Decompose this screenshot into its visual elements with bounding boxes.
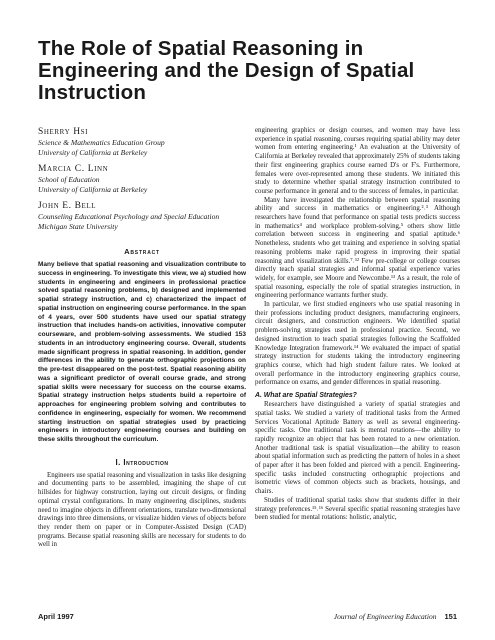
body-paragraph: Studies of traditional spatial tasks show that students differ in their strategy preferences.¹⁵˒¹⁶ Several specific spatial reasoning strategies have been studied for mental rotations: holistic, analytic, [255, 496, 460, 522]
right-column [255, 127, 460, 523]
author-affiliation: Science & Mathematics Education Group University of California at Berkeley [38, 138, 165, 157]
abstract-text: Many believe that spatial reasoning and visualization contribute to success in engineering. To investigate this view, we a) studied how students in engineering and engineers in professional practice solved spatial reasoning problems, b) designed and implemented spatial strategy instruction, and c) characterized the impact of spatial instruction on engineering course performance. In the span of 4 years, over 500 students have used our spatial strategy instruction that includes hands-on activities, innovative computer courseware, and problem-solving assessments. We studied 153 students in an introductory engineering course. Overall, students made significant progress in spatial reasoning. In addition, gender differences in the ability to generate orthographic projections on the pre-test disappeared on the post-test. Spatial reasoning ability was a significant predictor of overall course grade, and strong spatial skills were necessary for success on the course exams. Spatial strategy instruction helps students build a repertoire of approaches for engineering problem solving and contributes to confidence in engineering, especially for women. We recommend starting instruction on spatial strategies used by practicing engineers in introductory engineering courses and building on these skills throughout the curriculum. [38, 261, 246, 443]
author-block [38, 201, 246, 231]
author-name: Marcia C. Linn [38, 164, 109, 174]
footer-date: April 1997 [38, 612, 74, 621]
subsection-heading: A. What are Spatial Strategies? [255, 392, 357, 400]
author-block [38, 127, 246, 157]
journal-name: Journal of Engineering Education [333, 612, 437, 621]
paper-title: The Role of Spatial Reasoning in Engineering and the Design of Spatial Instruction [38, 37, 415, 104]
body-paragraph: Many have investigated the relationship between spatial reasoning ability and success in mathematics or engineering.²˒³ Although researchers have found that performance on spatial tests predicts success in mathematics⁴ and workplace problem-solving,⁵ others show little correlation between success in engineering and spatial aptitude.⁶ Nonetheless, students who get training and experience in solving spatial reasoning problems make rapid progress in improving their spatial reasoning and visualization skills.⁷˒¹² Few pre-college or college courses directly teach spatial strategies and informal spatial experience varies widely, for example, see Moore and Newcombe.¹³ As a result, the role of spatial reasoning, especially the role of spatial strategies instruction, in engineering performance warrants further study. [255, 196, 460, 300]
author-affiliation: School of Education University of California at Berkeley [38, 175, 148, 194]
body-paragraph: Researchers have distinguished a variety of spatial strategies and spatial tasks. We studied a variety of traditional tasks from the Armed Services Vocational Aptitude Battery as well as several engineering-specific tasks. One traditional task is mental rotations—the ability to rapidly recognize an object that has been rotated to a new orientation. Another traditional task is spatial visualization—the ability to reason about spatial information such as predicting the pattern of holes in a sheet of paper after it has been folded and pierced with a pencil. Engineering-specific tasks included constructing orthographic projections and isometric views of common objects such as brackets, housings, and chairs. [255, 401, 460, 496]
page-number: 151 [444, 612, 457, 621]
left-column [38, 127, 246, 550]
footer-journal-info [300, 612, 457, 621]
author-name: Sherry Hsi [38, 127, 89, 137]
section-heading-introduction: I. Introduction [115, 457, 169, 467]
body-paragraph: engineering graphics or design courses, and women may have less experience in spatial reasoning, courses requiring spatial ability may deter women from entering engineering.¹ An evaluation at the University of California at Berkeley revealed that approximately 25% of students taking their first engineering graphics course earned D's or F's. Furthermore, females were over-represented among these students. We initiated this study to determine whether spatial strategy instruction contributed to course performance in general and to the success of females, in particular. [255, 127, 460, 195]
abstract-heading: Abstract [124, 247, 160, 256]
intro-paragraph: Engineers use spatial reasoning and visualization in tasks like designing and documenting parts to be assembled, imagining the shape of cut hillsides for highway construction, laying out circuit designs, or finding optimal crystal configurations. In many engineering disciplines, students need to imagine objects in different orientations, translate two-dimensional drawings into three dimensions, or visualize hidden views of objects before they render them on paper or in Computer-Assisted Design (CAD) programs. Because spatial reasoning skills are necessary for students to do well in [38, 471, 247, 549]
author-name: John E. Bell [38, 201, 97, 211]
author-affiliation: Counseling Educational Psychology and Special Education Michigan State University [38, 212, 220, 231]
author-block [38, 164, 246, 194]
body-paragraph: In particular, we first studied engineers who use spatial reasoning in their professions including product designers, manufacturing engineers, circuit designers, and construction engineers. We identified spatial problem-solving strategies used in professional practice. Second, we designed instruction to teach spatial strategies following the Scaffolded Knowledge Integration framework.¹⁴ We evaluated the impact of spatial strategy instruction for students taking the introductory engineering graphics course, which had high student failure rates. We looked at overall performance in the introductory engineering graphics course, performance on exams, and gender differences in spatial reasoning. [255, 301, 460, 387]
